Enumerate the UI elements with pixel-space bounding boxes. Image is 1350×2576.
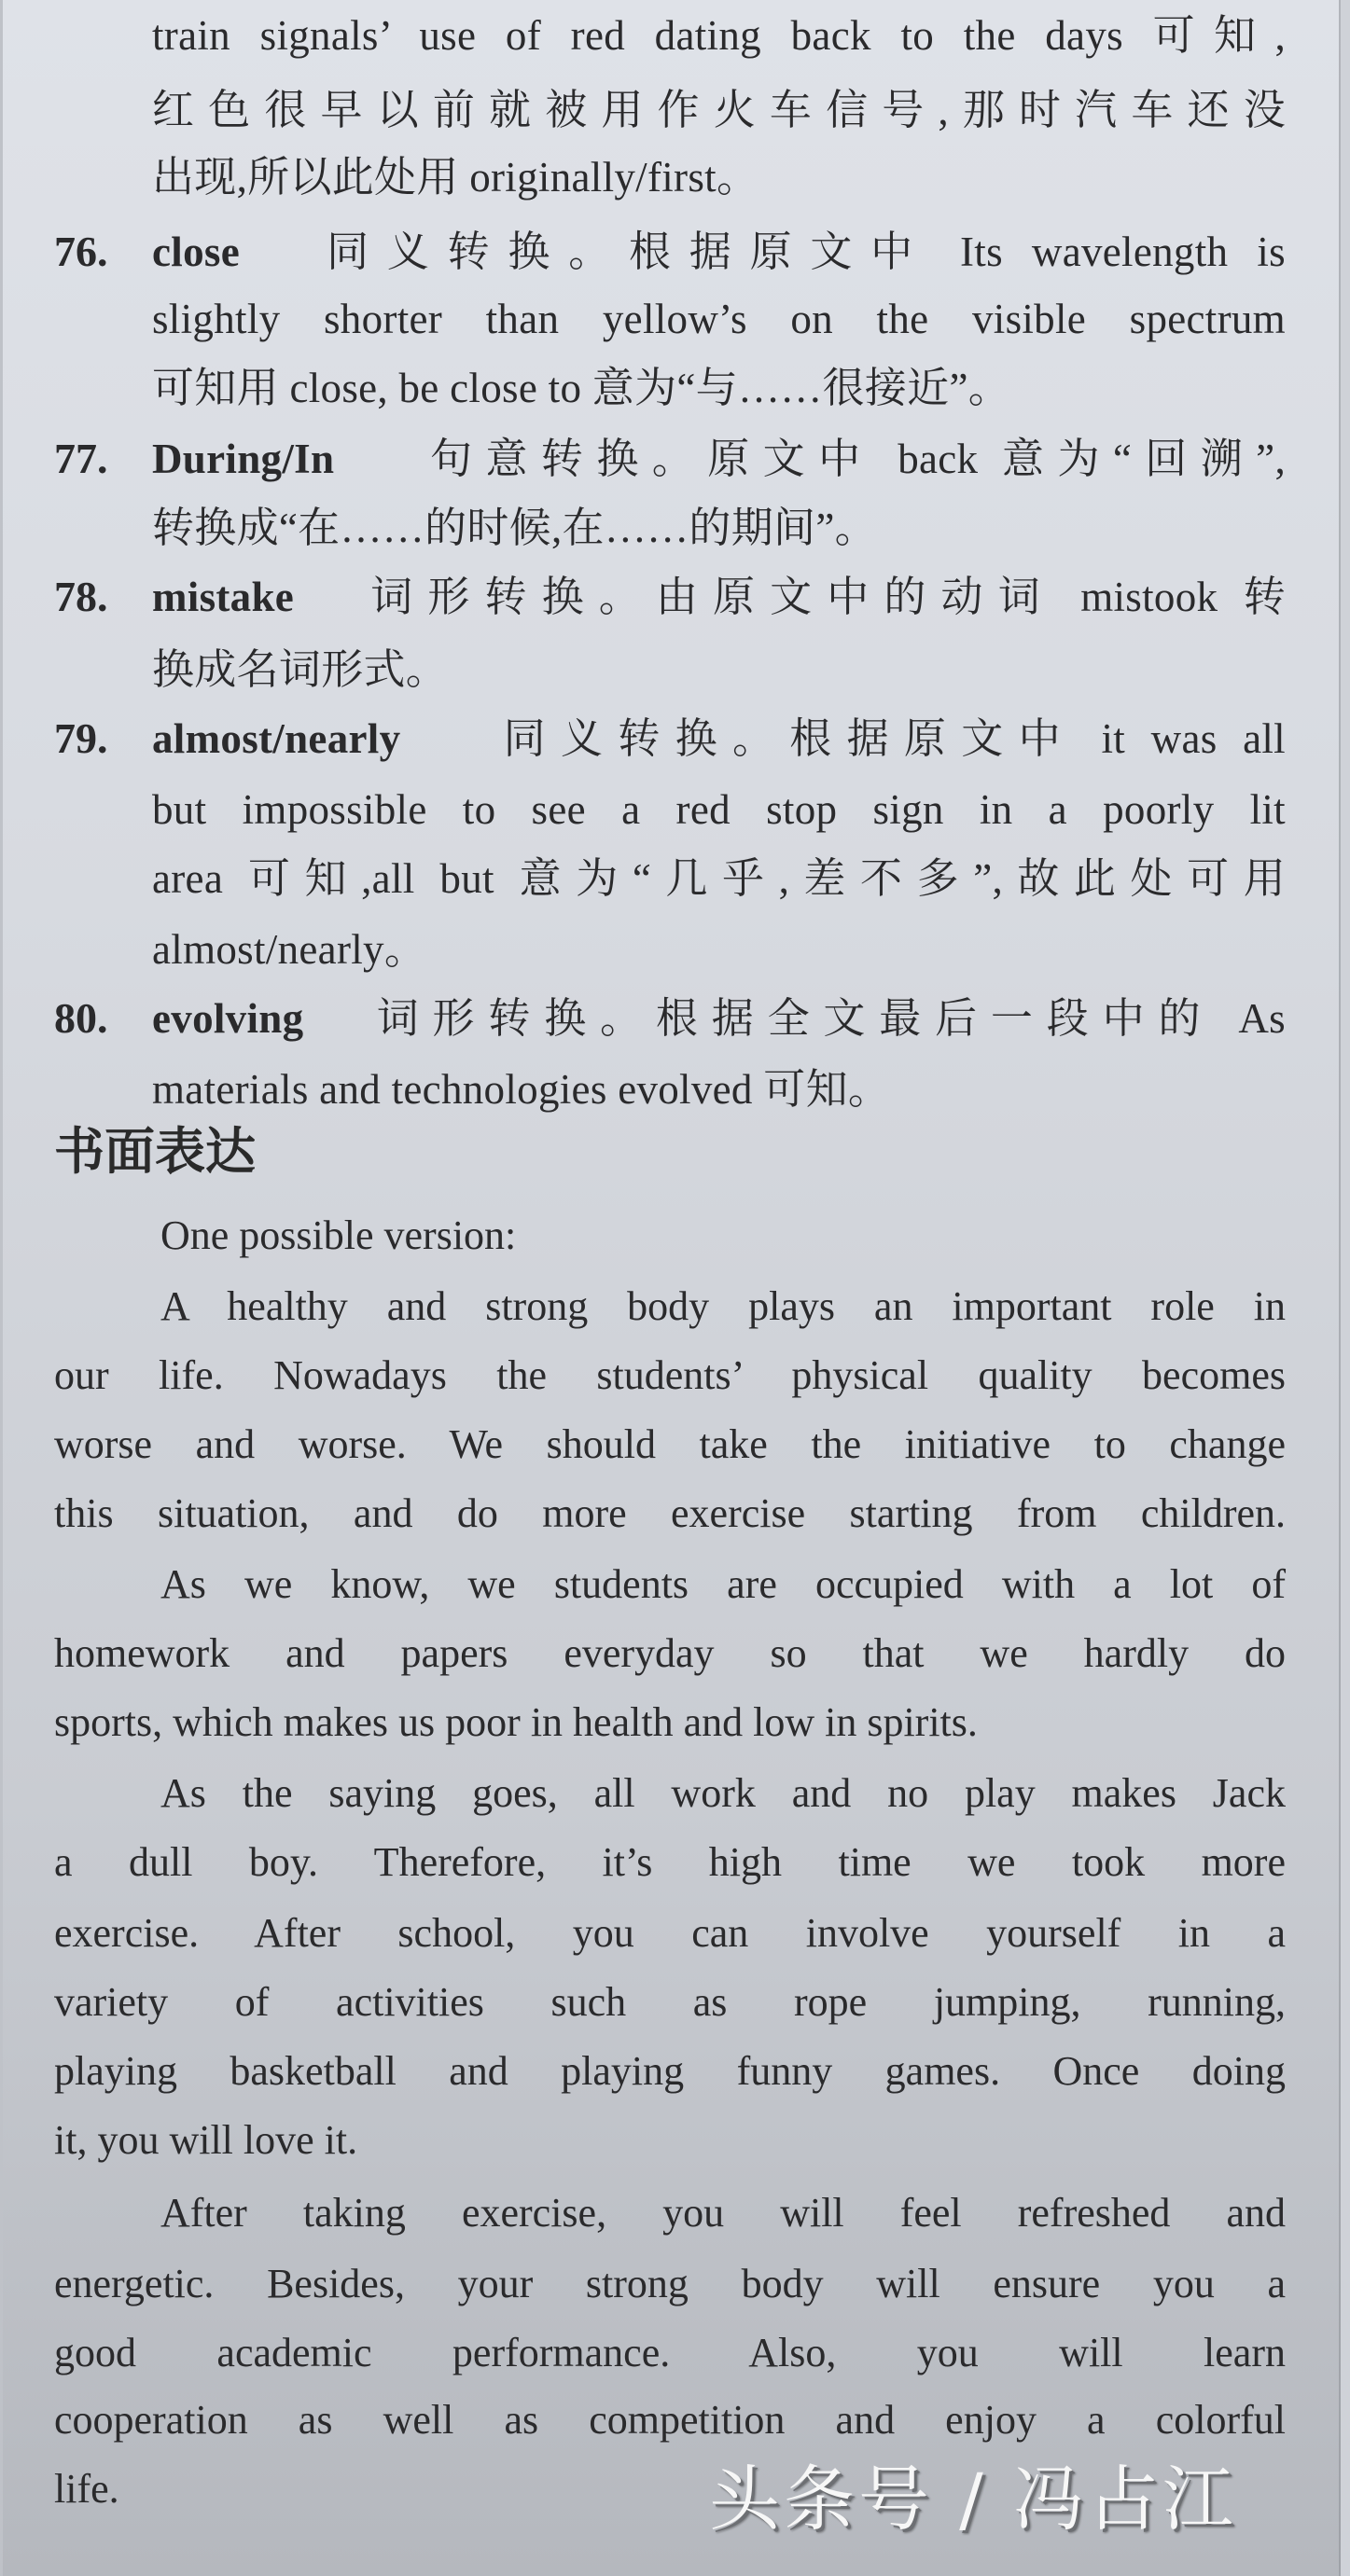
text-line: 换成名词形式。 (152, 646, 449, 693)
explanation: 词形转换。由原文中的动词 mistook 转 (370, 574, 1287, 620)
item-number: 76. (54, 228, 108, 275)
essay-line: life. (54, 2466, 119, 2512)
essay-intro: One possible version: (160, 1212, 517, 1258)
text-line: 出现,所以此处用 originally/first。 (152, 154, 759, 201)
item-number: 79. (54, 714, 108, 762)
essay-line: As we know, we students are occupied with a lot of (160, 1561, 1286, 1607)
essay-line: exercise. After school, you can involve yourself in a (54, 1910, 1286, 1956)
text-line: almost/nearly。 (152, 926, 427, 973)
text-line: area 可知,all but 意为“几乎,差不多”,故此处可用 (152, 855, 1286, 902)
essay-line: this situation, and do more exercise starting from children. (54, 1490, 1286, 1536)
text-line: 转换成“在……的时候,在……的期间”。 (152, 505, 877, 551)
essay-line: worse and worse. We should take the initiative to change (54, 1421, 1286, 1467)
answer-key-word: almost/nearly (152, 715, 401, 762)
adjacent-page (1341, 0, 1350, 2576)
item-number: 77. (54, 435, 108, 482)
explanation: 同义转换。根据原文中 it was all (503, 715, 1286, 762)
item-number: 78. (54, 573, 108, 620)
essay-line: After taking exercise, you will feel refreshed and (160, 2190, 1286, 2236)
essay-line: a dull boy. Therefore, it’s high time we took more (54, 1839, 1286, 1885)
essay-line: energetic. Besides, your strong body will ensure you a (54, 2261, 1286, 2306)
page-left-edge (0, 0, 3, 2576)
answer-key-word: evolving (152, 995, 304, 1042)
essay-line: playing basketball and playing funny games. Once doing (54, 2048, 1286, 2094)
answer-first-line (152, 569, 1286, 625)
answer-key-word: close (152, 229, 240, 275)
explanation: 词形转换。根据全文最后一段中的 As (376, 995, 1286, 1042)
answer-key-word: mistake (152, 574, 295, 620)
essay-line: variety of activities such as rope jumping, running, (54, 1979, 1286, 2025)
text-line: slightly shorter than yellow’s on the visible spectrum (152, 296, 1286, 342)
answer-key-word: During/In (152, 436, 335, 482)
essay-line: homework and papers everyday so that we hardly do (54, 1630, 1286, 1676)
essay-line: our life. Nowadays the students’ physical quality becomes (54, 1352, 1286, 1398)
text-line: but impossible to see a red stop sign in a poorly lit (152, 786, 1286, 833)
text-line: 可知用 close, be close to 意为“与……很接近”。 (152, 365, 1011, 411)
answer-first-line (152, 990, 1286, 1046)
section-title-writing: 书面表达 (54, 1122, 256, 1181)
essay-line: cooperation as well as competition and enjoy a colorful (54, 2397, 1286, 2443)
essay-line: sports, which makes us poor in health and low in spirits. (54, 1699, 978, 1745)
text-line: 红色很早以前就被用作火车信号,那时汽车还没 (152, 87, 1286, 133)
answer-first-line (152, 224, 1286, 280)
text-line: materials and technologies evolved 可知。 (152, 1066, 891, 1113)
answer-first-line (152, 711, 1286, 767)
explanation: 同义转换。根据原文中 Its wavelength is (327, 229, 1286, 275)
item-number: 80. (54, 994, 108, 1042)
text-line: train signals’ use of red dating back to the days 可知, (152, 12, 1286, 59)
essay-line: As the saying goes, all work and no play makes Jack (160, 1770, 1286, 1816)
essay-line: good academic performance. Also, you will learn (54, 2330, 1286, 2375)
page-right-edge (1339, 0, 1341, 2576)
explanation: 句意转换。原文中 back 意为“回溯”, (430, 436, 1286, 482)
watermark: 头条号 / 冯占江 (709, 2458, 1237, 2541)
essay-line: it, you will love it. (54, 2117, 358, 2163)
essay-line: A healthy and strong body plays an important role in (160, 1283, 1286, 1329)
answer-first-line (152, 431, 1286, 487)
